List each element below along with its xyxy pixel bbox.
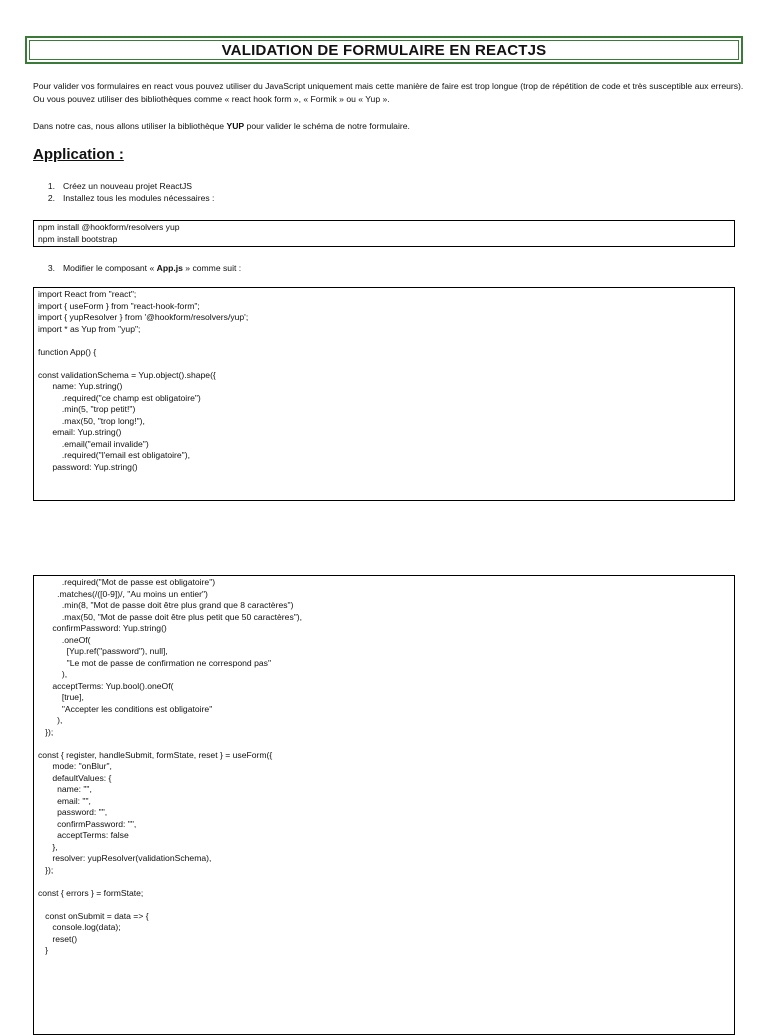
step-text-bold: App.js bbox=[156, 263, 183, 273]
context-paragraph bbox=[33, 120, 745, 133]
step-text: Installez tous les modules nécessaires : bbox=[63, 193, 215, 203]
step-number: 3. bbox=[47, 263, 55, 273]
install-code-box bbox=[33, 220, 735, 247]
title-box bbox=[25, 36, 743, 64]
section-heading: Application : bbox=[33, 146, 124, 163]
steps-list bbox=[33, 180, 214, 204]
step-number: 1. bbox=[47, 181, 55, 191]
step-text: Créez un nouveau projet ReactJS bbox=[63, 181, 192, 191]
context-text-after: pour valider le schéma de notre formulaire. bbox=[244, 121, 410, 131]
page-title: VALIDATION DE FORMULAIRE EN REACTJS bbox=[221, 41, 547, 59]
step-number: 2. bbox=[47, 193, 55, 203]
step-text bbox=[63, 262, 241, 274]
list-item bbox=[33, 192, 214, 204]
list-item bbox=[33, 180, 214, 192]
step-text-before: Modifier le composant « bbox=[63, 263, 157, 273]
context-bold: YUP bbox=[226, 121, 245, 131]
list-item bbox=[33, 262, 241, 274]
steps-list-continued bbox=[33, 262, 241, 274]
code-block-2: .required("Mot de passe est obligatoire") .matches(/([0-9])/, "Au moins un entier") .min(8, "Mot de passe doit être plus grand que 8 caractères") .max(50, "Mot de passe doit être plus petit que 50 caractères"), confirmPassword: Yup.string() .oneOf( [Yup.ref("password"), null], "Le mot de passe de confirmation ne correspond pas" ), acceptTerms: Yup.bool().oneOf( [true], "Accepter les conditions est obligatoire" ), }); const { register, handleSubmit, formState, reset } = useForm({ mode: "onBlur", defaultValues: { name: "", email: "", password: "", confirmPassword: "", acceptTerms: false }, resolver: yupResolver(validationSchema), }); const { errors } = formState; const onSubmit = data => { console.log(data); reset() } bbox=[38, 577, 303, 955]
context-text-before: Dans notre cas, nous allons utiliser la bibliothèque bbox=[33, 121, 227, 131]
intro-paragraph: Pour valider vos formulaires en react vous pouvez utiliser du JavaScript uniquement mais cette manière de faire est trop longue (trop de répétition de code et très susceptible aux erreurs). Ou vous pouvez utiliser des bibliothèques comme « react hook form », « Formik » ou « Yup ». bbox=[33, 81, 744, 104]
install-code: npm install @hookform/resolvers yup npm install bootstrap bbox=[38, 222, 180, 244]
code-box-2 bbox=[33, 575, 735, 1035]
step-text-after: » comme suit : bbox=[182, 263, 242, 273]
code-box-1 bbox=[33, 287, 735, 501]
code-block-1: import React from "react"; import { useForm } from "react-hook-form"; import { yupResolver } from '@hookform/resolvers/yup'; import * as Yup from "yup"; function App() { const validationSchema = Yup.object().shape({ name: Yup.string() .required("ce champ est obligatoire") .min(5, "trop petit!") .max(50, "trop long!"), email: Yup.string() .email("email invalide") .required("l'email est obligatoire"), password: Yup.string() bbox=[38, 289, 249, 472]
